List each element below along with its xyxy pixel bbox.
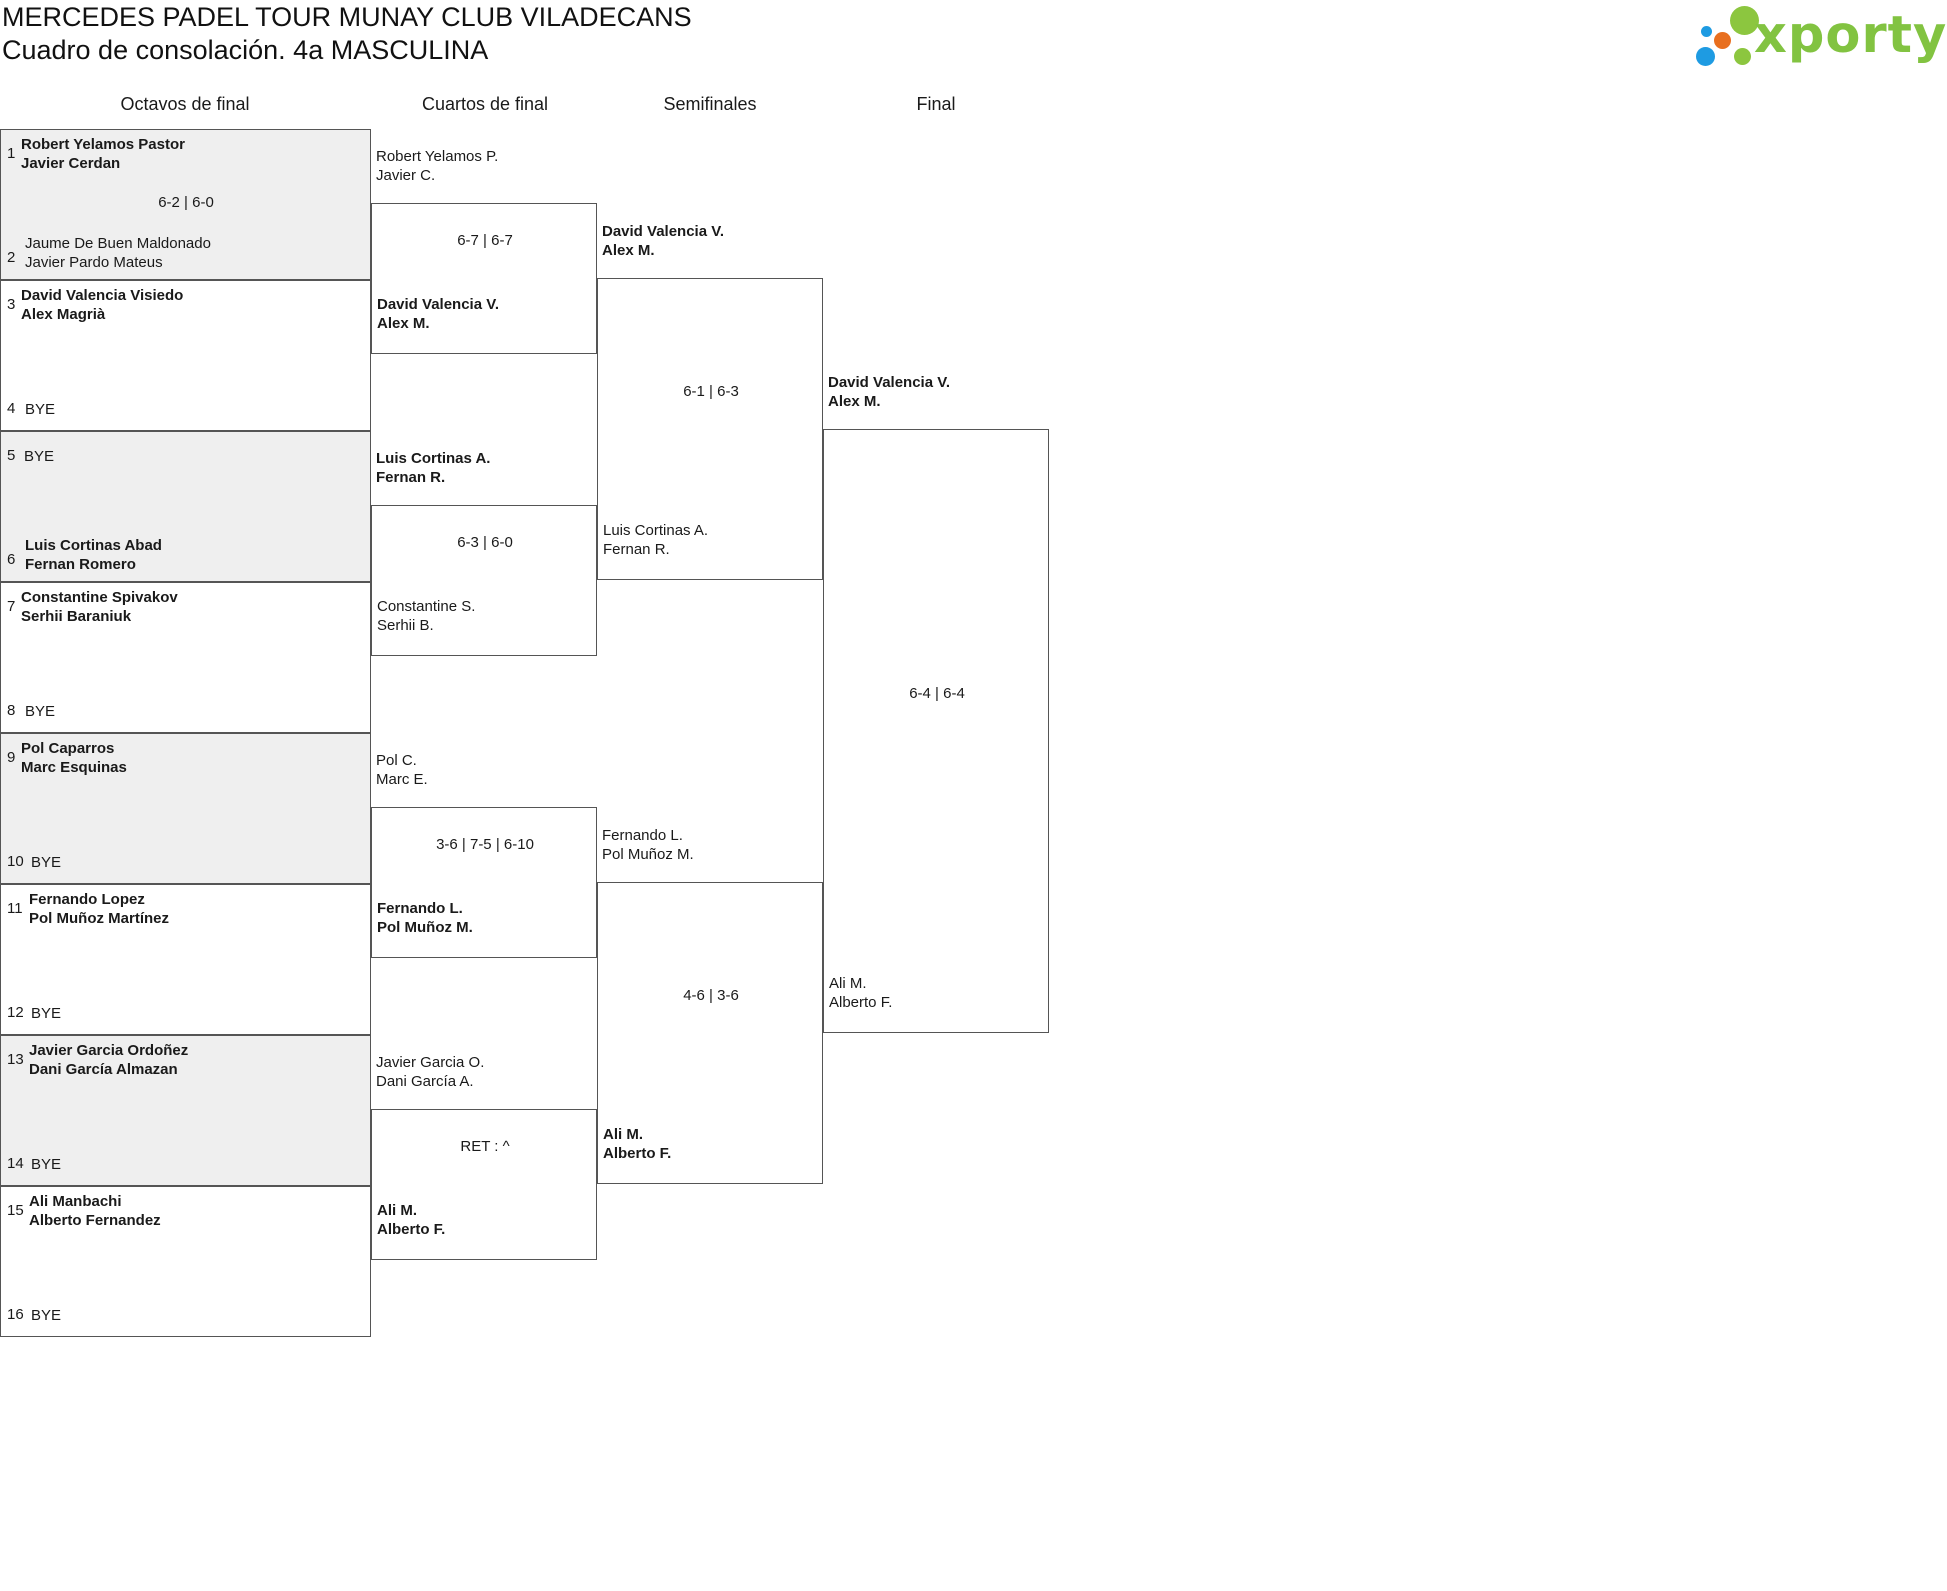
seed-number: 14 bbox=[7, 1155, 24, 1172]
seed-number: 13 bbox=[7, 1051, 24, 1068]
match-box bbox=[0, 129, 371, 280]
team-entry bbox=[25, 234, 211, 272]
team-entry-line: Marc Esquinas bbox=[21, 759, 127, 776]
match-score: 6-1 | 6-3 bbox=[683, 383, 739, 400]
team-entry-line: Fernan R. bbox=[376, 469, 446, 486]
team-entry-line: Serhii B. bbox=[377, 617, 434, 634]
team-entry bbox=[603, 1125, 671, 1163]
team-entry-line: Marc E. bbox=[376, 771, 428, 788]
team-entry-line: BYE bbox=[25, 703, 56, 720]
round-header-octavos: Octavos de final bbox=[120, 94, 250, 114]
team-entry bbox=[377, 1201, 445, 1239]
team-entry bbox=[829, 974, 892, 1012]
xporty-logo bbox=[1690, 2, 1947, 68]
team-entry-line: BYE bbox=[31, 1307, 62, 1324]
team-entry-line: Luis Cortinas A. bbox=[603, 522, 709, 539]
team-entry-line: Dani García A. bbox=[376, 1073, 474, 1090]
team-entry-line: BYE bbox=[31, 1156, 62, 1173]
team-entry-line: Pol Caparros bbox=[21, 740, 115, 757]
seed-number: 9 bbox=[7, 749, 16, 766]
team-entry-line: Javier Garcia Ordoñez bbox=[29, 1042, 189, 1059]
match-score: 6-4 | 6-4 bbox=[909, 685, 965, 702]
team-entry-line: Javier Pardo Mateus bbox=[25, 254, 163, 271]
team-entry-line: Fernando L. bbox=[377, 900, 463, 917]
team-entry-line: Javier C. bbox=[376, 167, 436, 184]
team-entry-line: Alex M. bbox=[602, 242, 655, 259]
team-entry-line: Alex M. bbox=[828, 393, 881, 410]
seed-number: 11 bbox=[7, 900, 23, 917]
team-entry-line: Serhii Baraniuk bbox=[21, 608, 132, 625]
match-score: 6-3 | 6-0 bbox=[457, 534, 513, 551]
team-entry-line: Ali M. bbox=[829, 975, 867, 992]
team-entry-line: Alex Magrià bbox=[21, 306, 106, 323]
match-box bbox=[0, 1186, 371, 1337]
team-entry-line: Robert Yelamos P. bbox=[376, 148, 499, 165]
match-score: 6-2 | 6-0 bbox=[158, 194, 214, 211]
seed-number: 8 bbox=[7, 702, 16, 719]
match-box bbox=[597, 278, 823, 580]
team-entry-line: Jaume De Buen Maldonado bbox=[25, 235, 211, 252]
team-entry bbox=[31, 1004, 61, 1023]
team-entry-line: David Valencia V. bbox=[602, 223, 725, 240]
match-score: RET : ^ bbox=[460, 1138, 510, 1155]
seed-number: 12 bbox=[7, 1004, 24, 1021]
seed-number: 1 bbox=[7, 145, 16, 162]
match-score: 3-6 | 7-5 | 6-10 bbox=[436, 836, 534, 853]
round-header-final: Final bbox=[916, 94, 956, 114]
page-subtitle: Cuadro de consolación. 4a MASCULINA bbox=[2, 35, 489, 65]
team-entry-line: BYE bbox=[24, 448, 55, 465]
match-box bbox=[371, 807, 597, 958]
team-entry-line: Alberto F. bbox=[377, 1221, 446, 1238]
logo-dot-orange-icon bbox=[1714, 32, 1731, 49]
match-box bbox=[0, 1035, 371, 1186]
seed-number: 10 bbox=[7, 853, 24, 870]
team-entry-line: Alberto F. bbox=[603, 1145, 672, 1162]
logo-wordmark: xporty bbox=[1754, 6, 1947, 65]
team-entry-line: Pol Muñoz M. bbox=[377, 919, 473, 936]
team-entry-line: Ali M. bbox=[603, 1126, 643, 1143]
match-score: 4-6 | 3-6 bbox=[683, 987, 739, 1004]
seed-number: 5 bbox=[7, 447, 16, 464]
match-score: 6-7 | 6-7 bbox=[457, 232, 513, 249]
team-entry-line: Ali Manbachi bbox=[29, 1193, 122, 1210]
team-entry bbox=[31, 853, 61, 872]
team-entry-line: Javier Garcia O. bbox=[376, 1054, 485, 1071]
match-box bbox=[371, 505, 597, 656]
team-entry-line: Fernando Lopez bbox=[29, 891, 145, 908]
team-entry bbox=[21, 286, 183, 324]
team-entry-line: David Valencia Visiedo bbox=[21, 287, 184, 304]
team-entry bbox=[376, 449, 490, 487]
team-entry bbox=[377, 899, 473, 937]
seed-number: 6 bbox=[7, 551, 16, 568]
team-entry bbox=[21, 135, 185, 173]
team-entry-line: Fernan R. bbox=[603, 541, 670, 558]
seed-number: 3 bbox=[7, 296, 16, 313]
team-entry-line: Luis Cortinas A. bbox=[376, 450, 491, 467]
match-box bbox=[0, 431, 371, 582]
team-entry bbox=[828, 373, 950, 411]
logo-dot-green-small-icon bbox=[1734, 48, 1751, 65]
team-entry bbox=[25, 702, 55, 721]
match-box bbox=[0, 884, 371, 1035]
team-entry bbox=[21, 739, 127, 777]
team-entry bbox=[31, 1306, 61, 1325]
team-entry-line: Pol Muñoz Martínez bbox=[29, 910, 169, 927]
team-entry-line: Javier Cerdan bbox=[21, 155, 121, 172]
team-entry-line: Pol C. bbox=[376, 752, 417, 769]
team-entry bbox=[29, 1041, 188, 1079]
team-entry bbox=[376, 751, 428, 789]
team-entry bbox=[603, 521, 708, 559]
team-entry bbox=[376, 1053, 484, 1091]
team-entry-line: Ali M. bbox=[377, 1202, 417, 1219]
team-entry-line: Robert Yelamos Pastor bbox=[21, 136, 185, 153]
team-entry bbox=[602, 222, 724, 260]
match-box bbox=[371, 203, 597, 354]
team-entry-line: BYE bbox=[31, 854, 62, 871]
round-header-semifinales: Semifinales bbox=[663, 94, 757, 114]
team-entry-line: Alberto F. bbox=[829, 994, 893, 1011]
team-entry-line: David Valencia V. bbox=[377, 296, 500, 313]
team-entry-line: Alex M. bbox=[377, 315, 430, 332]
logo-dot-blue-small-icon bbox=[1701, 26, 1712, 37]
team-entry bbox=[31, 1155, 61, 1174]
team-entry-line: Constantine S. bbox=[377, 598, 476, 615]
team-entry-line: Pol Muñoz M. bbox=[602, 846, 694, 863]
match-box bbox=[823, 429, 1049, 1033]
team-entry bbox=[377, 597, 475, 635]
seed-number: 7 bbox=[7, 598, 16, 615]
team-entry bbox=[25, 400, 55, 419]
page-title: MERCEDES PADEL TOUR MUNAY CLUB VILADECANS bbox=[2, 2, 692, 32]
seed-number: 16 bbox=[7, 1306, 24, 1323]
match-box bbox=[0, 280, 371, 431]
match-box bbox=[0, 582, 371, 733]
team-entry bbox=[29, 1192, 161, 1230]
match-box bbox=[0, 733, 371, 884]
team-entry bbox=[21, 588, 178, 626]
team-entry-line: Fernando L. bbox=[602, 827, 683, 844]
team-entry bbox=[376, 147, 498, 185]
team-entry-line: BYE bbox=[31, 1005, 62, 1022]
team-entry-line: Dani García Almazan bbox=[29, 1061, 178, 1078]
seed-number: 15 bbox=[7, 1202, 24, 1219]
team-entry-line: Fernan Romero bbox=[25, 556, 136, 573]
seed-number: 2 bbox=[7, 249, 16, 266]
match-box bbox=[371, 1109, 597, 1260]
match-box bbox=[597, 882, 823, 1184]
round-header-cuartos: Cuartos de final bbox=[421, 94, 549, 114]
team-entry bbox=[29, 890, 169, 928]
logo-dot-blue-icon bbox=[1696, 47, 1715, 66]
team-entry-line: Constantine Spivakov bbox=[21, 589, 178, 606]
team-entry-line: David Valencia V. bbox=[828, 374, 951, 391]
team-entry-line: BYE bbox=[25, 401, 56, 418]
team-entry-line: Alberto Fernandez bbox=[29, 1212, 161, 1229]
team-entry-line: Luis Cortinas Abad bbox=[25, 537, 162, 554]
seed-number: 4 bbox=[7, 400, 16, 417]
team-entry bbox=[24, 447, 54, 466]
team-entry bbox=[602, 826, 694, 864]
team-entry bbox=[25, 536, 162, 574]
team-entry bbox=[377, 295, 499, 333]
